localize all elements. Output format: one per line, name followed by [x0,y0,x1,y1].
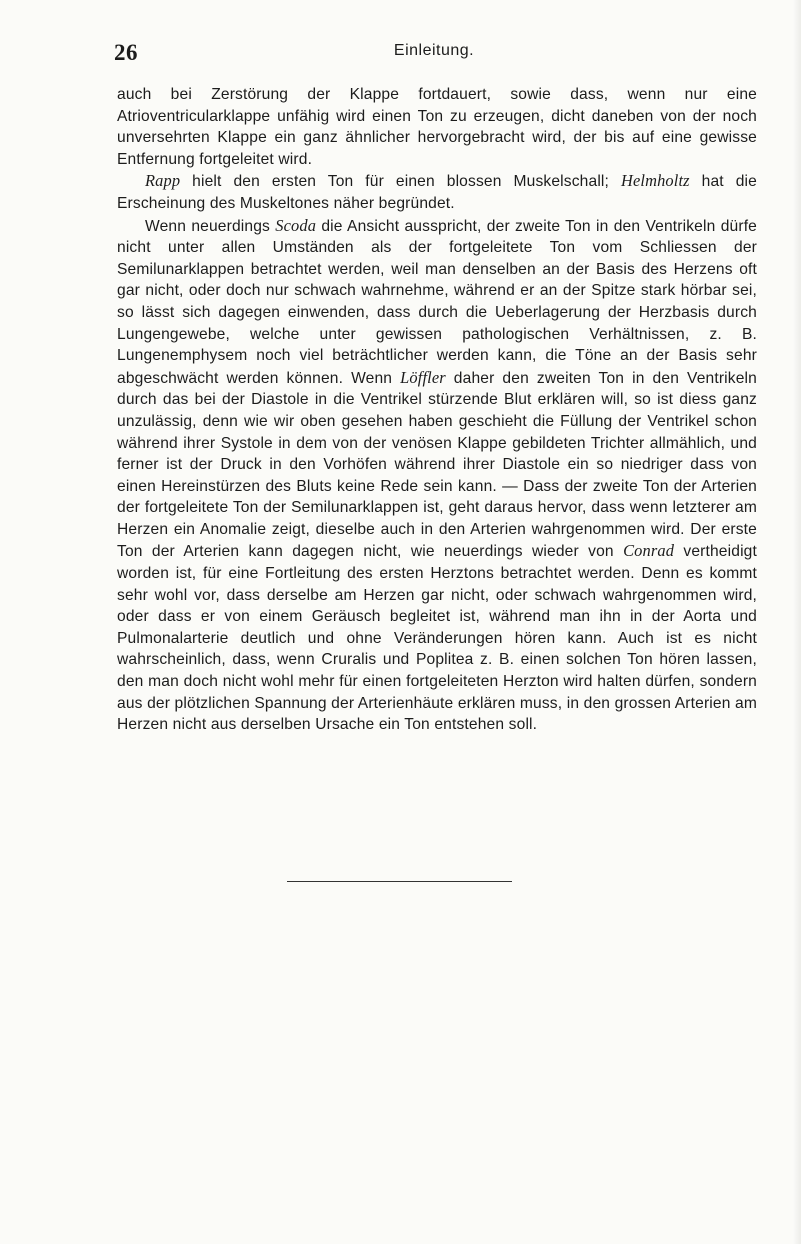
text-run: vertheidigt worden ist, für eine Fortleitung des ersten Herztons betrachtet werden. Denn es kommt sehr wohl vor, dass derselbe am Herzen gar nicht, oder schwach wahrgenommen wird, oder dass er von einem Geräusch begleitet ist, während man ihn in der Aorta und Pulmonalarterie deutlich und ohne Veränderungen hören kann. Auch ist es nicht wahrscheinlich, dass, wenn Cruralis und Poplitea z. B. einen solchen Ton hören lassen, den man doch nicht wohl mehr für einen fortgeleiteten Herzton wird halten dürfen, sondern aus der plötzlichen Spannung der Arterienhäute erklären muss, in den grossen Arterien am Herzen nicht aus derselben Ursache ein Ton entstehen soll. [117,543,757,734]
paragraph [117,84,757,170]
body-text [117,84,757,736]
author-name: Scoda [275,215,317,235]
author-name: Helmholtz [620,171,690,191]
text-run: hielt den ersten Ton für einen blossen Muskelschall; [180,173,621,191]
text-run: die Ansicht ausspricht, der zweite Ton in den Ventrikeln dürfe nicht unter allen Umständen als der fortgeleitete Ton vom Schliessen der Semilunarklappen betrachtet werden, weil man denselben an der Basis des Herzens oft gar nicht, oder doch nur schwach wahrnehme, während er an der Spitze stark hörbar sei, so lässt sich dagegen einwenden, dass durch die Ueberlagerung der Herzbasis durch Lungengewebe, welche unter gewissen pathologischen Verhältnissen, z. B. Lungenemphysem noch viel beträchtlicher werden kann, die Töne an der Basis sehr abgeschwächt werden können. Wenn [117,217,757,387]
page-edge-shadow [793,0,801,1244]
section-divider [287,881,512,882]
author-name: Rapp [145,171,181,191]
page-header [114,40,754,70]
text-run: auch bei Zerstörung der Klappe fortdauert, sowie dass, wenn nur eine Atrioventricularklappe unfähig wird einen Ton zu erzeugen, dicht daneben von der noch unversehrten Klappe ein ganz ähnlicher hervorgebracht wird, der bis auf eine gewisse Entfernung fortgeleitet wird. [117,86,757,168]
paragraph [117,215,757,736]
text-run: daher den zweiten Ton in den Ventrikeln durch das bei der Diastole in die Ventrikel stürzende Blut erklären will, so ist diess ganz unzulässig, denn wie wir oben gesehen haben geschieht die Füllung der Ventrikel schon während ihrer Systole in dem von der venösen Klappe gebildeten Trichter allmählich, und ferner ist der Druck in den Vorhöfen während ihrer Diastole ein so niedriger dass von einen Hereinstürzen des Bluts keine Rede sein kann. — Dass der zweite Ton der Arterien der fortgeleitete Ton der Semilunarklappen ist, geht daraus hervor, dass wenn letzterer am Herzen ein Anomalie zeigt, dieselbe auch in den Arterien wahrgenommen wird. Der erste Ton der Arterien kann dagegen nicht, wie neuerdings wieder von [117,369,757,561]
paragraph [117,170,757,214]
text-run: Wenn neuerdings [145,217,276,235]
author-name: Conrad [623,541,675,561]
running-title: Einleitung. [393,42,475,59]
text-run: hat die Erscheinung des Muskeltones näher begründet. [117,173,757,212]
page-number: 26 [114,40,138,65]
author-name: Löffler [400,367,446,387]
